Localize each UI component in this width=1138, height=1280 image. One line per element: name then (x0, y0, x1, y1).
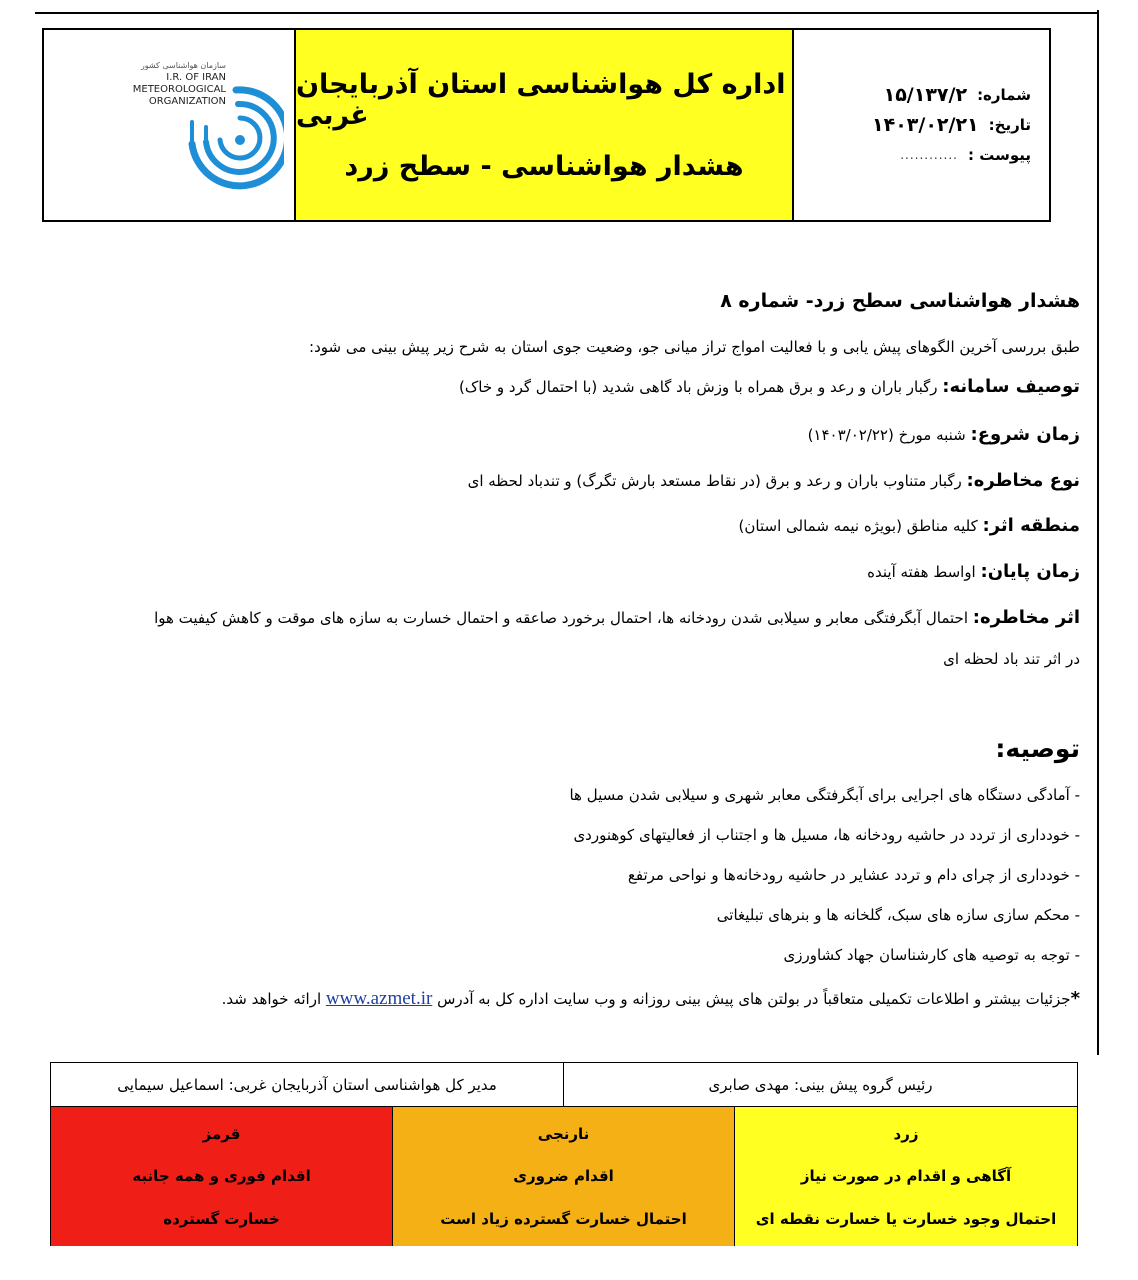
end-label: زمان پایان: (980, 561, 1080, 582)
advice-item: - خودداری از چرای دام و تردد عشایر در حاشیه رودخانه‌ها و نواحی مرتفع (627, 866, 1080, 884)
start-time-line (808, 424, 1080, 445)
logo-persian-text: سازمان هواشناسی کشور (140, 61, 226, 70)
system-description-line (459, 376, 1080, 397)
advice-item: - محکم سازی سازه های سبک، گلخانه ها و بنرهای تبلیغاتی (716, 906, 1080, 924)
start-value: شنبه مورخ (۱۴۰۳/۰۲/۲۲) (807, 426, 971, 444)
system-label: توصیف سامانه: (942, 376, 1080, 397)
advice-item: - آمادگی دستگاه های اجرایی برای آبگرفتگی معابر شهری و سیلابی شدن مسیل ها (569, 786, 1080, 804)
right-border-line (1097, 10, 1099, 1055)
attachment-value: ............ (900, 148, 958, 162)
system-value: رگبار باران و رعد و برق همراه با وزش باد گاهی شدید (با احتمال گرد و خاک) (459, 378, 943, 396)
area-value: کلیه مناطق (بویژه نیمه شمالی استان) (738, 517, 983, 535)
note-suffix: ارائه خواهد شد. (221, 990, 326, 1008)
warning-title: هشدار هواشناسی - سطح زرد (344, 150, 744, 182)
number-value: ۱۵/۱۳۷/۲ (883, 84, 968, 106)
advice-heading: توصیه: (995, 734, 1080, 763)
advice-item: - خودداری از تردد در حاشیه رودخانه ها، مسیل ها و اجتناب از فعالیتهای کوهنوردی (573, 826, 1080, 844)
effect-label: اثر مخاطره: (972, 607, 1080, 628)
director-cell: مدیر کل هواشناسی استان آذربایجان غربی: اسماعیل سیمایی (51, 1063, 564, 1106)
signature-row (50, 1062, 1078, 1106)
end-time-line (867, 561, 1080, 582)
level-red (51, 1107, 393, 1246)
level-name: نارنجی (537, 1125, 590, 1144)
hazard-value: رگبار متناوب باران و رعد و برق (در نقاط مستعد بارش تگرگ) و تندباد لحظه ای (467, 472, 967, 490)
area-label: منطقه اثر: (982, 515, 1080, 536)
level-orange (393, 1107, 735, 1246)
hazard-effect-continuation: در اثر تند باد لحظه ای (943, 650, 1080, 668)
bulletin-intro: طبق بررسی آخرین الگوهای پیش یابی و با فعالیت امواج تراز میانی جو، وضعیت جوی استان به شرح زیر پیش بینی می شود: (309, 338, 1080, 356)
hazard-type-line (468, 470, 1080, 491)
effect-value: احتمال آبگرفتگی معابر و سیلابی شدن رودخانه ها، احتمال برخورد صاعقه و احتمال خسارت به سازه های موقت و کاهش کیفیت هوا (154, 609, 973, 627)
level-damage: احتمال خسارت گسترده زیاد است (440, 1209, 687, 1228)
end-value: اواسط هفته آینده (867, 563, 981, 581)
logo-line-1: I.R. OF IRAN (166, 72, 226, 83)
level-name: قرمز (202, 1125, 241, 1144)
attachment-label: پیوست : (967, 146, 1031, 164)
bulletin-heading: هشدار هواشناسی سطح زرد- شماره ۸ (720, 290, 1080, 312)
hazard-effect-line (154, 607, 1080, 628)
level-yellow (735, 1107, 1077, 1246)
date-value: ۱۴۰۳/۰۲/۲۱ (872, 114, 979, 136)
level-damage: خسارت گسترده (163, 1209, 280, 1228)
hazard-label: نوع مخاطره: (966, 470, 1080, 491)
advice-item: - توجه به توصیه های کارشناسان جهاد کشاورزی (783, 946, 1080, 964)
bulletin-body (40, 0, 1080, 1060)
warning-levels-row (50, 1106, 1078, 1246)
level-damage: احتمال وجود خسارت یا خسارت نقطه ای (755, 1209, 1057, 1228)
note-text: جزئیات بیشتر و اطلاعات تکمیلی متعاقباً در بولتن های پیش بینی روزانه و وب سایت اداره کل به آدرس (432, 990, 1071, 1008)
level-name: زرد (893, 1125, 919, 1144)
level-action: آگاهی و اقدام در صورت نیاز (800, 1167, 1012, 1186)
date-label: تاریخ: (988, 116, 1031, 134)
level-action: اقدام ضروری (513, 1167, 614, 1186)
start-label: زمان شروع: (970, 424, 1080, 445)
website-link[interactable]: www.azmet.ir (325, 988, 433, 1009)
website-note (222, 988, 1080, 1010)
number-label: شماره: (977, 86, 1031, 104)
note-asterisk: * (1070, 988, 1080, 1009)
logo-line-2: METEOROLOGICAL (132, 84, 226, 95)
forecast-head-cell: رئیس گروه پیش بینی: مهدی صابری (708, 1075, 933, 1094)
level-action: اقدام فوری و همه جانبه (132, 1167, 311, 1186)
logo-line-3: ORGANIZATION (148, 96, 226, 107)
office-title: اداره کل هواشناسی استان آذربایجان غربی (296, 68, 786, 131)
affected-area-line (739, 515, 1080, 536)
footer-table (50, 1062, 1078, 1246)
